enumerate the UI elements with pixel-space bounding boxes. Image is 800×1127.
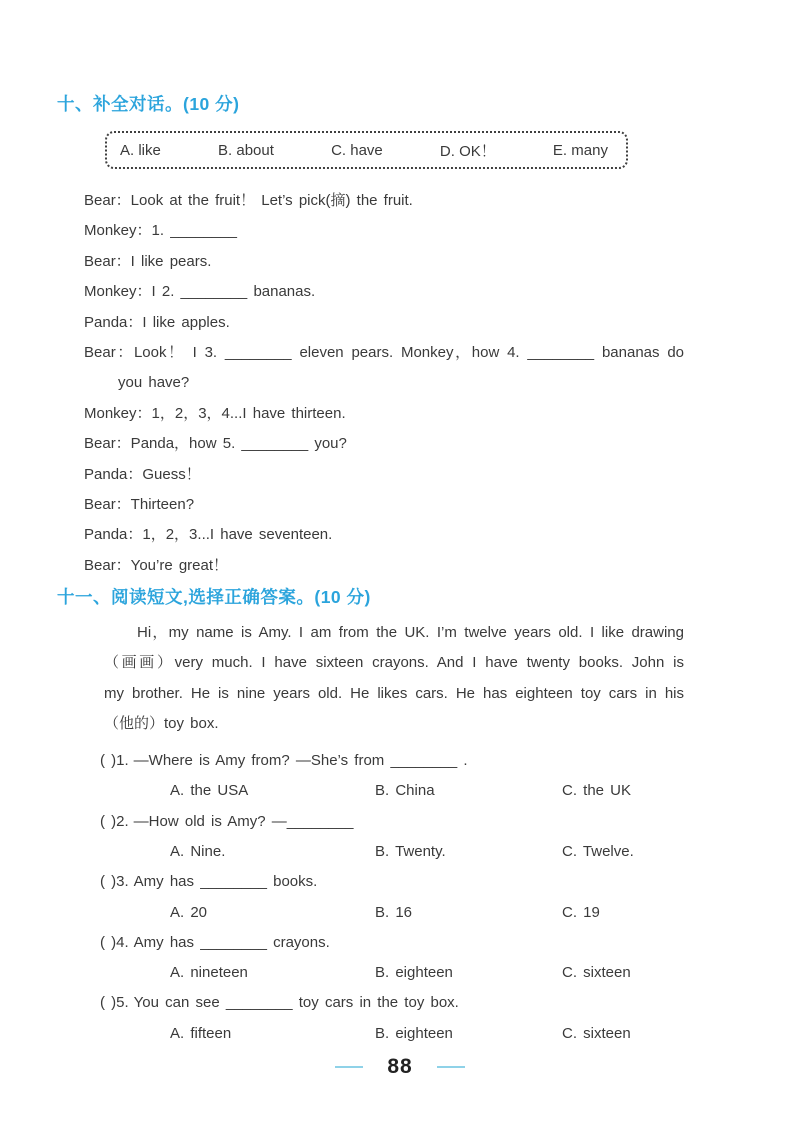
answer-bracket: ( )4. (100, 933, 129, 951)
option-b: B. eighteen (375, 964, 453, 982)
dialogue-line: Monkey：1. ________ (84, 222, 237, 240)
dialogue-line: Bear：Panda，how 5. ________ you? (84, 435, 347, 453)
option-a: A. fifteen (170, 1024, 232, 1042)
section-11-heading: 十一、阅读短文,选择正确答案。(10 分) (57, 587, 371, 608)
option-c: C. 19 (562, 903, 600, 921)
dialogue-line: Panda：1，2，3...I have seventeen. (84, 526, 333, 544)
question-text: Amy has ________ books. (133, 873, 318, 891)
reading-passage (104, 618, 684, 739)
page-footer (0, 1055, 800, 1079)
dialogue-line: Bear：Look at the fruit！ Let’s pick(摘) the fruit. (84, 192, 413, 209)
dialogue-line: Bear：I like pears. (84, 252, 212, 270)
dialogue-line: Monkey：1，2，3，4...I have thirteen. (84, 404, 346, 422)
section-reading-comprehension (0, 585, 800, 1049)
passage-line: （画画）very much. I have sixteen crayons. And I have twenty books. John is (104, 654, 684, 672)
dialogue-block (84, 186, 684, 581)
question-5-options (84, 1019, 694, 1049)
dialogue-line: Monkey：I 2. ________ bananas. (84, 283, 316, 301)
question-3-options (84, 898, 694, 928)
question-2-stem (84, 807, 694, 837)
dialogue-line: Panda：I like apples. (84, 313, 230, 331)
question-3-stem (84, 867, 694, 897)
word-bank-option-c: C. have (331, 141, 383, 159)
dialogue-line: Bear：Look！ I 3. ________ eleven pears. Monkey，how 4. ________ bananas do (84, 344, 684, 362)
answer-bracket: ( )5. (100, 994, 129, 1012)
page-number: 88 (387, 1055, 413, 1078)
question-4-stem (84, 928, 694, 958)
option-b: B. China (375, 782, 435, 800)
word-bank-option-a: A. like (120, 141, 161, 159)
option-b: B. Twenty. (375, 842, 446, 860)
question-4-options (84, 958, 694, 988)
footer-right-dash (437, 1066, 465, 1068)
question-text: Amy has ________ crayons. (133, 933, 330, 951)
word-bank-box (105, 131, 628, 169)
question-1-stem (84, 746, 694, 776)
option-b: B. eighteen (375, 1024, 453, 1042)
passage-line: （他的）toy box. (104, 714, 219, 732)
passage-line: Hi，my name is Amy. I am from the UK. I’m twelve years old. I like drawing (137, 624, 684, 642)
question-text: —Where is Amy from? —She’s from ________ . (133, 752, 468, 770)
option-c: C. sixteen (562, 964, 631, 982)
word-bank-option-e: E. many (552, 141, 608, 159)
dialogue-line: Bear：Thirteen? (84, 496, 195, 514)
option-a: A. Nine. (170, 842, 226, 860)
question-1-options (84, 776, 694, 806)
word-bank-option-d: D. OK！ (439, 142, 496, 160)
question-text: —How old is Amy? —________ (133, 812, 354, 830)
question-list (84, 746, 694, 1049)
section-dialogue-completion (0, 92, 800, 581)
section-10-heading: 十、补全对话。(10 分) (57, 94, 240, 114)
question-5-stem (84, 988, 694, 1018)
option-c: C. sixteen (562, 1024, 631, 1042)
question-text: You can see ________ toy cars in the toy box. (133, 994, 459, 1012)
dialogue-line: Panda：Guess！ (84, 465, 201, 483)
option-b: B. 16 (375, 903, 413, 921)
answer-bracket: ( )2. (100, 812, 129, 830)
option-a: A. nineteen (170, 964, 248, 982)
answer-bracket: ( )1. (100, 752, 129, 770)
option-a: A. 20 (170, 903, 208, 921)
footer-left-dash (335, 1066, 363, 1068)
dialogue-line-continuation: you have? (118, 374, 190, 392)
option-a: A. the USA (170, 782, 249, 800)
option-c: C. the UK (562, 782, 632, 800)
answer-bracket: ( )3. (100, 873, 129, 891)
word-bank-option-b: B. about (218, 141, 274, 159)
dialogue-line: Bear：You’re great！ (84, 556, 229, 574)
question-2-options (84, 837, 694, 867)
passage-line: my brother. He is nine years old. He likes cars. He has eighteen toy cars in his (104, 684, 684, 702)
option-c: C. Twelve. (562, 842, 634, 860)
